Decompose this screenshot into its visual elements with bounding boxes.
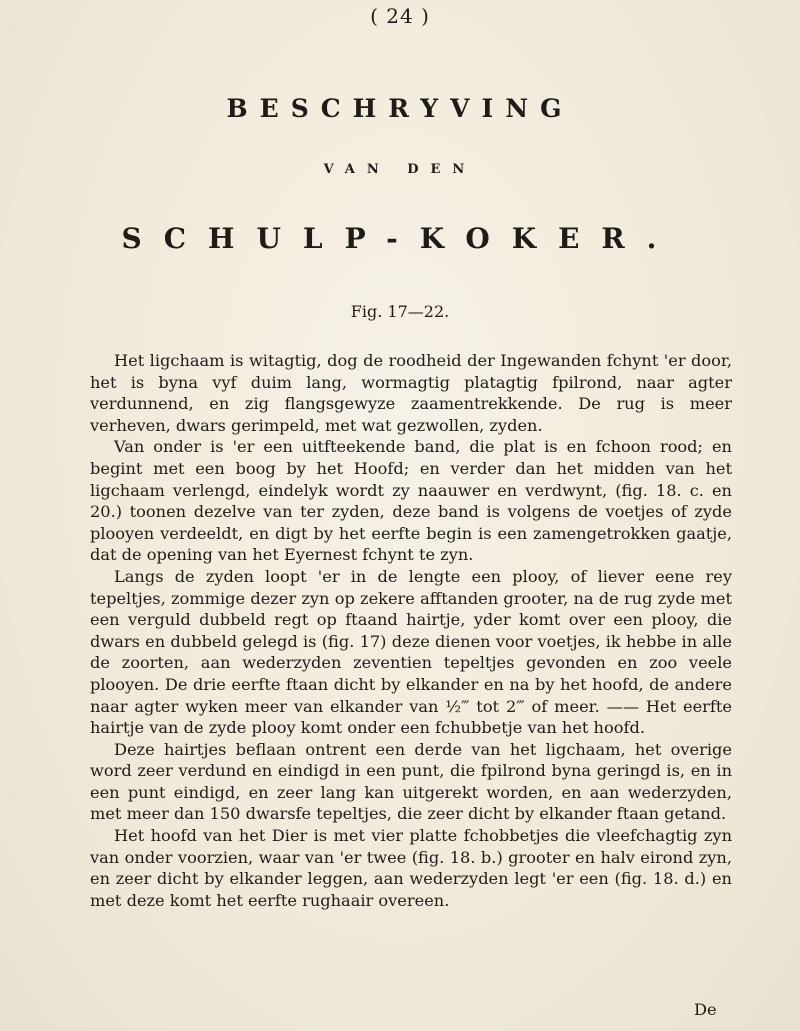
paragraph-1: Het ligchaam is witagtig, dog de roodheid der Ingewanden fchynt 'er door, het is byna vyf duim lang, wormagtig platagtig fpilrond, naar agter verdunnend, en zig flangsgewyze zaamentrekkende. De rug is meer verheven, dwars gerimpeld, met wat gezwollen, zyden. — [90, 351, 732, 435]
paragraph-5: Het hoofd van het Dier is met vier platte fchobbetjes die vleefchagtig zyn van onder voorzien, waar van 'er twee (fig. 18. b.) grooter en halv eirond zyn, en zeer dicht by elkander leggen, aan wederzyden legt 'er een (fig. 18. d.) en met deze komt het eerfte rughaair overeen. — [90, 826, 732, 910]
paragraph-4: Deze hairtjes beflaan ontrent een derde van het ligchaam, het overige word zeer verdund en eindigd in een punt, die fpilrond byna geringd is, en in een punt eindigd, en zeer lang kan uitgerekt worden, en aan wederzyden, met meer dan 150 dwarsfe tepeltjes, die zeer dicht by elkander ftaan getand. — [90, 739, 732, 824]
paragraph-3: Langs de zyden loopt 'er in de lengte een plooy, of liever eene rey tepeltjes, zommige dezer zyn op zekere afftanden grooter, na de rug zyde met een verguld dubbeld regt op ftaand hairtje, yder komt over een plooy, die dwars en dubbeld gelegd is (fig. 17) deze dienen voor voetjes, ik hebbe in alle de zoorten, aan wederzyden zeventien tepeltjes gevonden en zoo veele plooyen. De drie eerfte ftaan dicht by elkander en na by het hoofd, de andere naar agter wyken meer van elkander van ½‴ tot 2‴ of meer. —— Het eerfte hairtje van de zyde plooy komt onder een fchubbetje van het hoofd. — [90, 566, 732, 738]
page-number: ( 24 ) — [370, 4, 430, 28]
title-line-1: BESCHRYVING — [226, 94, 574, 123]
figure-reference: Fig. 17—22. — [350, 302, 450, 321]
title-line-3: SCHULP-KOKER. — [121, 222, 679, 255]
body-text — [90, 350, 732, 911]
title-line-2: VAN DEN — [323, 162, 477, 177]
catchword: De — [694, 1000, 717, 1019]
paragraph-2: Van onder is 'er een uitfteekende band, die plat is en fchoon rood; en begint met een boog by het Hoofd; en verder dan het midden van het ligchaam verlengd, eindelyk wordt zy naauwer en verdwynt, (fig. 18. c. en 20.) toonen dezelve van ter zyden, deze band is volgens de voetjes of zyde plooyen verdeeldt, en digt by het eerfte begin is een zamengetrokken gaatje, dat de opening van het Eyernest fchynt te zyn. — [90, 437, 732, 565]
